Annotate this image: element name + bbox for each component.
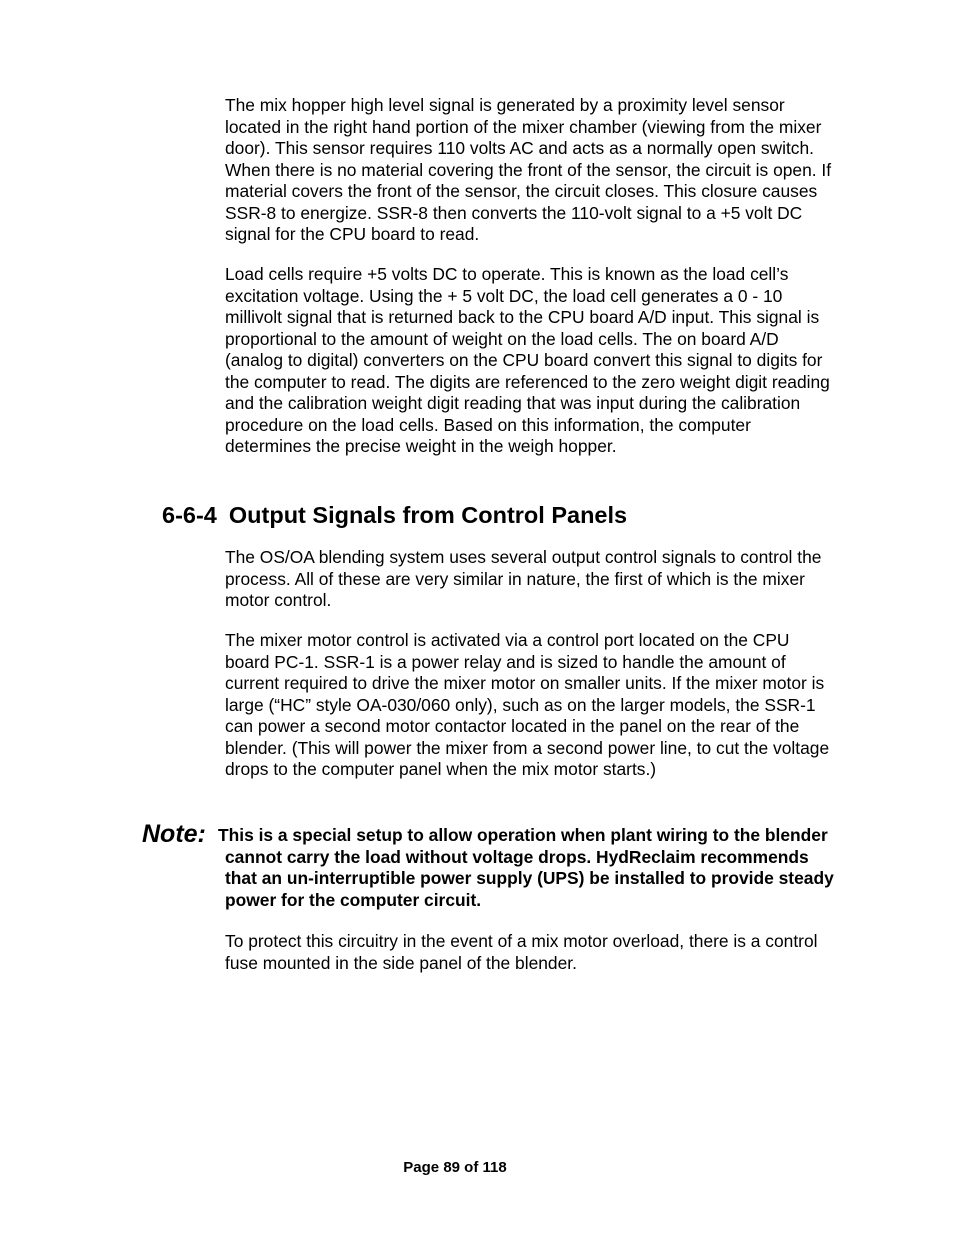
paragraph-control-fuse: To protect this circuitry in the event of a mix motor overload, there is a control fuse mounted in the side panel of the blender. bbox=[225, 931, 818, 973]
note-text: This is a special setup to allow operation when plant wiring to the blender cannot carry the load without voltage drops. HydReclaim recommends that an un-interruptible power supply (UPS) be installed to provide steady power for the computer circuit. bbox=[218, 825, 834, 910]
paragraph-mix-hopper-signal: The mix hopper high level signal is generated by a proximity level sensor located in the right hand portion of the mixer chamber (viewing from the mixer door). This sensor requires 110 volts AC and acts as a normally open switch. When there is no material covering the front of the sensor, the circuit is open. If material covers the front of the sensor, the circuit closes. This closure causes SSR-8 to energize. SSR-8 then converts the 110-volt signal to a +5 volt DC signal for the CPU board to read. bbox=[225, 95, 832, 244]
page-number: Page 89 of 118 bbox=[403, 1159, 507, 1176]
section-heading bbox=[162, 500, 627, 530]
paragraph-load-cells: Load cells require +5 volts DC to operate. This is known as the load cell’s excitation voltage. Using the + 5 volt DC, the load cell generates a 0 - 10 millivolt signal that is returned back to the CPU board A/D input. This signal is proportional to the amount of weight on the load cells. The on board A/D (analog to digital) converters on the CPU board convert this signal to digits for the computer to read. The digits are referenced to the zero weight digit reading and the calibration weight digit reading that was input during the calibration procedure on the load cells. Based on this information, the computer determines the precise weight in the weigh hopper. bbox=[225, 264, 830, 456]
paragraph-mixer-motor-control: The mixer motor control is activated via a control port located on the CPU board PC-1. SSR-1 is a power relay and is sized to handle the amount of current required to drive the mixer motor on smaller units. If the mixer motor is large (“HC” style OA-030/060 only), such as on the larger models, the SSR-1 can power a second motor contactor located in the panel on the rear of the blender. (This will power the mixer from a second power line, to cut the voltage drops to the computer panel when the mix motor starts.) bbox=[225, 630, 830, 779]
section-title: Output Signals from Control Panels bbox=[228, 502, 628, 528]
paragraph-output-signals: The OS/OA blending system uses several output control signals to control the process. All of these are very similar in nature, the first of which is the mixer motor control. bbox=[225, 547, 822, 610]
note-label: Note: bbox=[142, 820, 206, 848]
section-number: 6-6-4 bbox=[162, 502, 217, 528]
